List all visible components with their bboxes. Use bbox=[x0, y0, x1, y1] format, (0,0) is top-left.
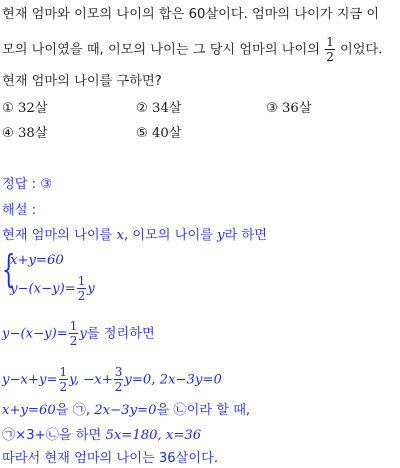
label-equations: x+y=60을 ㉠, 2x−3y=0을 ㉡이라 할 때, bbox=[2, 403, 251, 418]
fraction-one-half: $\frac{1}{2}$ bbox=[326, 35, 334, 64]
system-equation-2: y−(x−y)= $\frac{1}{2}$ y bbox=[10, 274, 95, 303]
conclusion: 따라서 현재 엄마의 나이는 36살이다. bbox=[2, 451, 219, 466]
choice-4[interactable]: ④ 38살 bbox=[2, 126, 48, 141]
choice-3[interactable]: ③ 36살 bbox=[266, 101, 312, 116]
choice-2[interactable]: ② 34살 bbox=[136, 101, 182, 116]
problem-line-2-text: 모의 나이였을 때, 이모의 나이는 그 당시 엄마의 나이의 bbox=[2, 42, 320, 58]
explanation-label: 해설 : bbox=[2, 203, 37, 218]
combine-equations: ㉠×3+㉡을 하면 5x=180, x=36 bbox=[2, 428, 202, 443]
fraction-one-half: $\frac{1}{2}$ bbox=[59, 365, 68, 394]
fraction-one-half: $\frac{1}{2}$ bbox=[69, 319, 78, 348]
problem-line-2 bbox=[2, 36, 382, 63]
system-brace: { bbox=[2, 247, 16, 291]
fraction-three-halves: $\frac{3}{2}$ bbox=[114, 365, 123, 394]
fraction-one-half: $\frac{1}{2}$ bbox=[77, 274, 86, 303]
problem-line-1: 현재 엄마와 이모의 나이의 합은 60살이다. 엄마의 나이가 지금 이 bbox=[2, 7, 380, 22]
simplified-equations: y−x+y= $\frac{1}{2}$ y, −x+ $\frac{3}{2}$ y=0, 2x−3y=0 bbox=[2, 365, 222, 394]
solution-intro: 현재 엄마의 나이를 x, 이모의 나이를 y라 하면 bbox=[2, 228, 268, 243]
simplify-equation: y−(x−y)= $\frac{1}{2}$ y를 정리하면 bbox=[2, 319, 155, 348]
problem-line-2-end: 이었다. bbox=[340, 42, 383, 58]
choice-1[interactable]: ① 32살 bbox=[2, 101, 48, 116]
answer-label: 정답 : ③ bbox=[2, 177, 53, 192]
choice-5[interactable]: ⑤ 40살 bbox=[136, 126, 182, 141]
problem-line-3: 현재 엄마의 나이를 구하면? bbox=[2, 74, 162, 89]
system-equation-1: x+y=60 bbox=[10, 253, 64, 268]
